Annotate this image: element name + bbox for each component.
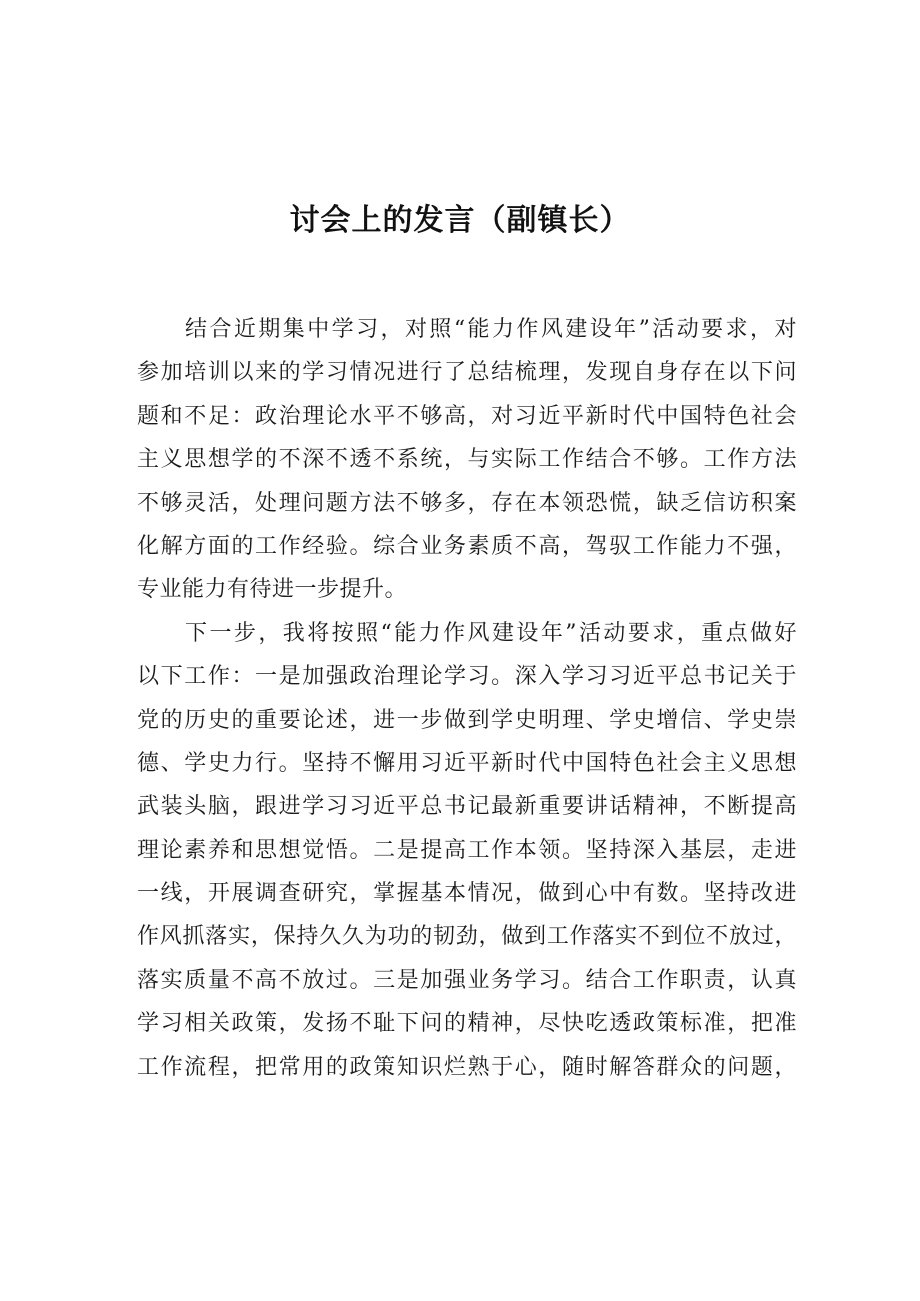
paragraph-2-line-7: 一线，开展调查研究，掌握基本情况，做到心中有数。坚持改进 [137, 881, 797, 907]
document-body [137, 308, 797, 1089]
paragraph-1-line-3: 题和不足：政治理论水平不够高，对习近平新时代中国特色社会 [137, 403, 797, 429]
paragraph-2-line-11: 工作流程，把常用的政策知识烂熟于心，随时解答群众的问题， [137, 1054, 797, 1080]
paragraph-1-line-1: 结合近期集中学习，对照“能力作风建设年”活动要求，对 [185, 317, 797, 342]
paragraph-2-line-5: 武装头脑，跟进学习习近平总书记最新重要讲话精神，不断提高 [137, 794, 797, 820]
paragraph-2-line-2: 以下工作：一是加强政治理论学习。深入学习习近平总书记关于 [137, 664, 797, 690]
paragraph-2-line-1: 下一步，我将按照“能力作风建设年”活动要求，重点做好 [185, 620, 797, 646]
paragraph-2-line-6: 理论素养和思想觉悟。二是提高工作本领。坚持深入基层，走进 [137, 837, 797, 863]
paragraph-2-line-8: 作风抓落实，保持久久为功的韧劲，做到工作落实不到位不放过， [137, 924, 797, 950]
paragraph-1-line-7: 专业能力有待进一步提升。 [137, 577, 408, 603]
paragraph-2-line-10: 学习相关政策，发扬不耻下问的精神，尽快吃透政策标准，把准 [137, 1011, 797, 1037]
paragraph-2-line-4: 德、学史力行。坚持不懈用习近平新时代中国特色社会主义思想 [137, 750, 797, 776]
paragraph-1-line-4: 主义思想学的不深不透不系统，与实际工作结合不够。工作方法 [137, 447, 797, 473]
paragraph-1-line-5: 不够灵活，处理问题方法不够多，存在本领恐慌，缺乏信访积案 [137, 490, 797, 516]
paragraph-2-line-9: 落实质量不高不放过。三是加强业务学习。结合工作职责，认真 [137, 967, 797, 993]
paragraph-1-line-6: 化解方面的工作经验。综合业务素质不高，驾驭工作能力不强， [137, 533, 797, 559]
document-title: 讨会上的发言（副镇长） [289, 203, 631, 238]
paragraph-1-line-2: 参加培训以来的学习情况进行了总结梳理，发现自身存在以下问 [137, 360, 797, 386]
paragraph-2-line-3: 党的历史的重要论述，进一步做到学史明理、学史增信、学史崇 [137, 707, 797, 733]
